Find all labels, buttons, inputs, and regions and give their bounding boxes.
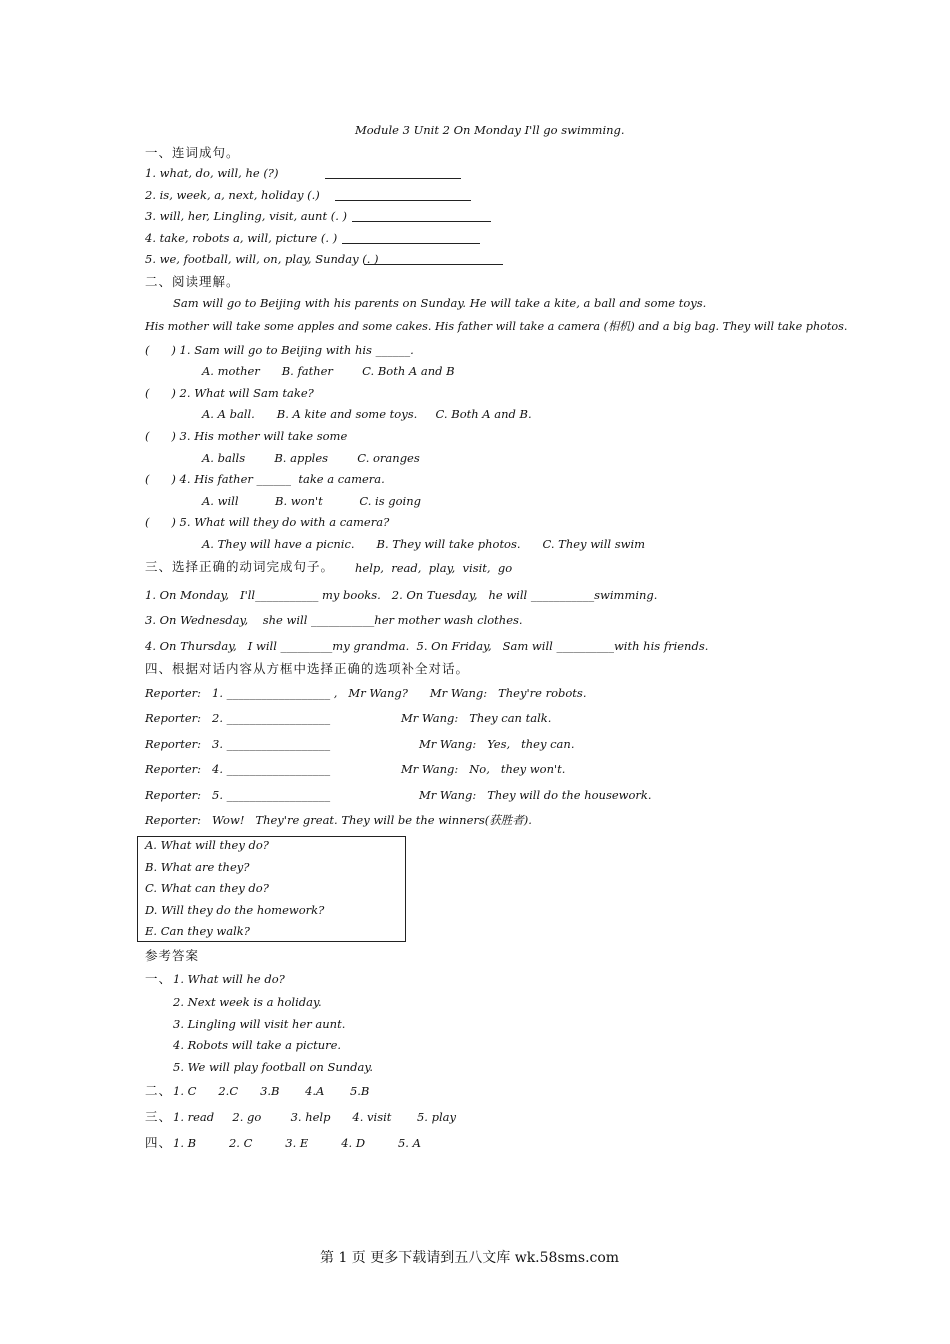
- dialogue-wang-2: Mr Wang: They can talk.: [401, 711, 552, 725]
- section-3-word-bank: help, read, play, visit, go: [355, 561, 513, 575]
- question-1-options: A. mother B. father C. Both A and B: [202, 364, 455, 378]
- s1-item-3: 3. will, her, Lingling, visit, aunt (. ): [145, 209, 348, 223]
- answers-heading: 参考答案: [145, 948, 200, 963]
- s1-answer-line-1: [325, 178, 461, 179]
- s1-item-4: 4. take, robots a, will, picture (. ): [145, 231, 338, 245]
- question-4: ( ) 4. His father ______ take a camera.: [145, 472, 385, 486]
- dialogue-line-1: Reporter: 1. __________________ , Mr Wang? Mr Wang: They're robots.: [145, 686, 587, 700]
- s1-item-1: 1. what, do, will, he (?): [145, 166, 279, 180]
- answer-1-4: 4. Robots will take a picture.: [173, 1038, 342, 1052]
- s1-answer-line-3: [352, 221, 491, 222]
- s1-item-5: 5. we, football, will, on, play, Sunday (. ): [145, 252, 379, 266]
- answers-1-label: 一、: [145, 971, 173, 986]
- question-2-options: A. A ball. B. A kite and some toys. C. Both A and B.: [202, 407, 532, 421]
- question-1: ( ) 1. Sam will go to Beijing with his ______.: [145, 343, 414, 357]
- page-footer: 第 1 页 更多下载请到五八文库 wk.58sms.com: [320, 1250, 620, 1266]
- answers-3-label: 三、: [145, 1109, 173, 1124]
- question-2: ( ) 2. What will Sam take?: [145, 386, 314, 400]
- answer-1-1: 1. What will he do?: [173, 972, 285, 986]
- answer-1-5: 5. We will play football on Sunday.: [173, 1060, 374, 1074]
- answers-2: 1. C 2.C 3.B 4.A 5.B: [173, 1084, 370, 1098]
- s1-answer-line-2: [335, 200, 471, 201]
- s3-sentences-4-5: 4. On Thursday, I will _________my grandma. 5. On Friday, Sam will __________with his friends.: [145, 639, 709, 653]
- s1-answer-line-4: [342, 243, 480, 244]
- dialogue-line-6: Reporter: Wow! They're great. They will be the winners(获胜者).: [145, 813, 532, 827]
- question-3: ( ) 3. His mother will take some: [145, 429, 348, 443]
- answer-1-3: 3. Lingling will visit her aunt.: [173, 1017, 346, 1031]
- s3-sentence-3: 3. On Wednesday, she will ___________her mother wash clothes.: [145, 613, 523, 627]
- question-4-options: A. will B. won't C. is going: [202, 494, 421, 508]
- answers-2-label: 二、: [145, 1083, 173, 1098]
- document-title: Module 3 Unit 2 On Monday I'll go swimming.: [355, 123, 625, 137]
- reading-passage-line-2: His mother will take some apples and some cakes. His father will take a camera (相机) and a big bag. They will take photos.: [145, 320, 848, 333]
- answers-3: 1. read 2. go 3. help 4. visit 5. play: [173, 1110, 457, 1124]
- question-5-options: A. They will have a picnic. B. They will take photos. C. They will swim: [202, 537, 646, 551]
- answer-1-2: 2. Next week is a holiday.: [173, 995, 322, 1009]
- s1-item-2: 2. is, week, a, next, holiday (.): [145, 188, 320, 202]
- dialogue-wang-4: Mr Wang: No, they won't.: [401, 762, 566, 776]
- option-d: D. Will they do the homework?: [145, 903, 325, 917]
- option-b: B. What are they?: [145, 860, 250, 874]
- answers-4: 1. B 2. C 3. E 4. D 5. A: [173, 1136, 421, 1150]
- s3-sentences-1-2: 1. On Monday, I'll___________ my books. 2. On Tuesday, he will ___________swimming.: [145, 588, 658, 602]
- option-e: E. Can they walk?: [145, 924, 250, 938]
- section-2-heading: 二、阅读理解。: [145, 274, 240, 289]
- dialogue-wang-5: Mr Wang: They will do the housework.: [419, 788, 652, 802]
- dialogue-reporter-2: Reporter: 2. __________________: [145, 711, 331, 725]
- dialogue-wang-3: Mr Wang: Yes, they can.: [419, 737, 575, 751]
- section-4-heading: 四、根据对话内容从方框中选择正确的选项补全对话。: [145, 661, 470, 676]
- dialogue-reporter-3: Reporter: 3. __________________: [145, 737, 331, 751]
- dialogue-reporter-4: Reporter: 4. __________________: [145, 762, 331, 776]
- section-3-heading: 三、选择正确的动词完成句子。: [145, 559, 335, 574]
- question-5: ( ) 5. What will they do with a camera?: [145, 515, 390, 529]
- question-3-options: A. balls B. apples C. oranges: [202, 451, 420, 465]
- reading-passage-line-1: Sam will go to Beijing with his parents on Sunday. He will take a kite, a ball and some toys.: [173, 296, 707, 310]
- section-1-heading: 一、连词成句。: [145, 145, 240, 160]
- answers-4-label: 四、: [145, 1135, 173, 1150]
- dialogue-reporter-5: Reporter: 5. __________________: [145, 788, 331, 802]
- s1-answer-line-5: [364, 264, 503, 265]
- option-a: A. What will they do?: [145, 838, 269, 852]
- option-c: C. What can they do?: [145, 881, 269, 895]
